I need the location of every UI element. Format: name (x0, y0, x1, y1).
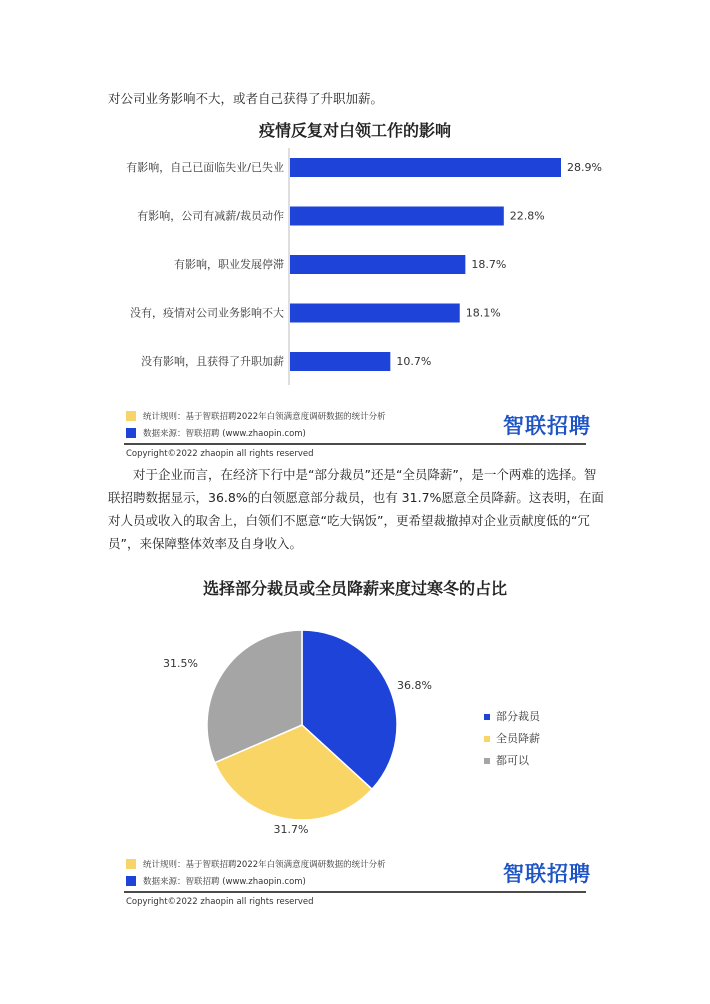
intro-paragraph: 对公司业务影响不大，或者自己获得了升职加薪。 (108, 91, 384, 106)
pie-chart (0, 605, 710, 845)
source-swatch-2 (126, 876, 136, 886)
source-label: 数据来源：智联招聘 (www.zhaopin.com) (143, 429, 306, 439)
analysis-paragraph: 对于企业而言，在经济下行中是“部分裁员”还是“全员降薪”，是一个两难的选择。智联招聘数据显示，36.8%的白领愿意部分裁员，也有 31.7%愿意全员降薪。这表明，在面对人员或收入的取舍上，白领们不愿意“吃大锅饭”，更希望裁撤掉对企业贡献度低的“冗员”，来保障整体效率及自身收入。 (108, 467, 604, 551)
bar-3 (290, 304, 460, 323)
bar-value-label-1: 22.8% (509, 209, 545, 223)
pie-legend-label-2: 都可以 (496, 754, 529, 767)
bar-chart (0, 145, 710, 395)
pie-legend-label-0: 部分裁员 (496, 710, 540, 723)
zhaopin-logo: 智联招聘 (503, 414, 591, 438)
pie-chart-title: 选择部分裁员或全员降薪来度过寒冬的占比 (202, 579, 507, 598)
copyright-text: Copyright©2022 zhaopin all rights reserved (126, 449, 314, 459)
footer-divider-2 (124, 891, 586, 893)
rule-swatch-2 (126, 859, 136, 869)
bar-category-label-0: 有影响，自己已面临失业/已失业 (126, 161, 284, 174)
footer-rule-note (126, 410, 386, 422)
footer-divider (124, 443, 586, 445)
source-label-2: 数据来源：智联招聘 (www.zhaopin.com) (143, 877, 306, 887)
bar-0 (290, 158, 561, 177)
bar-category-label-2: 有影响，职业发展停滞 (174, 258, 284, 271)
rule-label-2: 统计规则：基于智联招聘2022年白领满意度调研数据的统计分析 (143, 860, 386, 870)
pie-legend-swatch-0 (484, 714, 490, 720)
bar-category-label-4: 没有影响，且获得了升职加薪 (141, 355, 284, 368)
bar-value-label-2: 18.7% (471, 258, 507, 271)
bar-4 (290, 352, 390, 371)
bar-2 (290, 255, 465, 274)
footer-source-note-2 (126, 875, 306, 887)
bar-value-label-4: 10.7% (396, 355, 432, 368)
pie-legend-swatch-2 (484, 758, 490, 764)
bar-category-label-3: 没有，疫情对公司业务影响不大 (130, 306, 284, 320)
bar-value-label-3: 18.1% (465, 306, 501, 320)
rule-swatch (126, 411, 136, 421)
pie-value-label-0: 36.8% (397, 679, 432, 692)
pie-value-label-2: 31.5% (163, 657, 198, 670)
bar-1 (290, 207, 504, 226)
footer-rule-note-2 (126, 858, 386, 870)
pie-value-label-1: 31.7% (273, 823, 309, 836)
copyright-text-2: Copyright©2022 zhaopin all rights reserved (126, 897, 314, 907)
bar-category-label-1: 有影响，公司有减薪/裁员动作 (137, 209, 284, 223)
rule-label: 统计规则：基于智联招聘2022年白领满意度调研数据的统计分析 (143, 412, 386, 422)
footer-source-note (126, 427, 306, 439)
pie-legend-swatch-1 (484, 736, 490, 742)
bar-value-label-0: 28.9% (567, 161, 602, 174)
source-swatch (126, 428, 136, 438)
zhaopin-logo-2: 智联招聘 (503, 862, 591, 886)
pie-legend-label-1: 全员降薪 (496, 732, 540, 745)
bar-chart-title: 疫情反复对白领工作的影响 (258, 121, 451, 140)
